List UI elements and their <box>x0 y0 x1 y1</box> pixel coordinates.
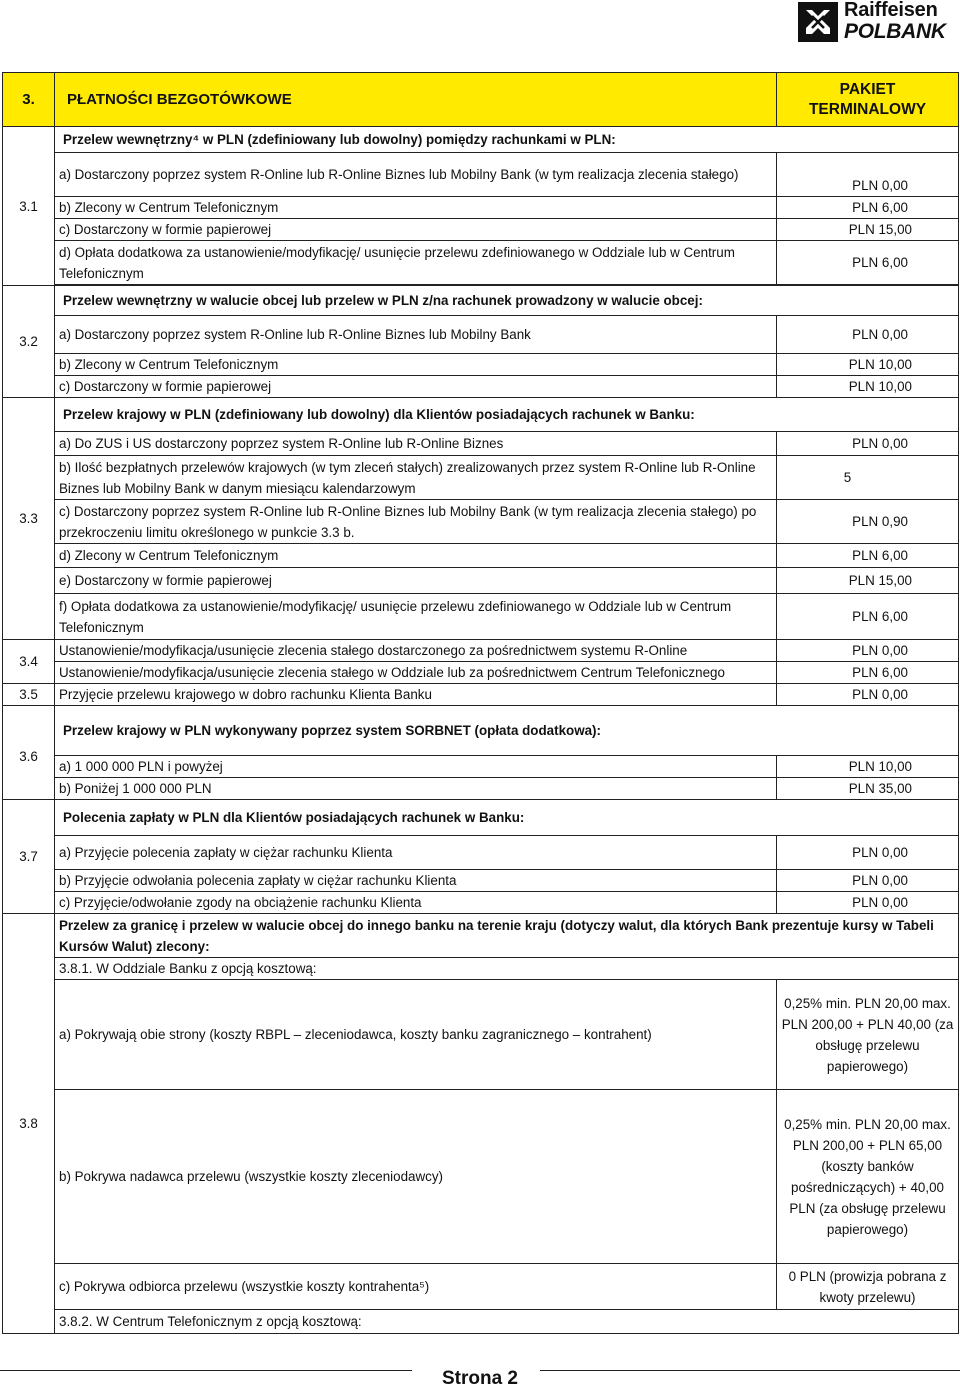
row-value: PLN 10,00 <box>777 354 959 376</box>
table-row <box>3 662 959 684</box>
table-row <box>3 958 959 980</box>
table-row <box>3 432 959 456</box>
table-row <box>3 376 959 398</box>
logo-line1: Raiffeisen <box>844 0 938 21</box>
row-value: 0,25% min. PLN 20,00 max. PLN 200,00 + PLN 40,00 (za obsługę przelewu papierowego) <box>777 980 959 1090</box>
group-title: Przelew wewnętrzny w walucie obcej lub przelew w PLN z/na rachunek prowadzony w walucie obcej: <box>55 286 959 316</box>
row-value: 5 <box>777 456 959 500</box>
row-value: PLN 10,00 <box>777 756 959 778</box>
row-value: PLN 10,00 <box>777 376 959 398</box>
table-row <box>3 219 959 241</box>
row-label: c) Dostarczony poprzez system R-Online lub R-Online Biznes lub Mobilny Bank (w tym realizacja zlecenia stałego) po przekroczeniu limitu określonego w punkcie 3.3 b. <box>55 500 777 544</box>
subsection-title: 3.8.2. W Centrum Telefonicznym z opcją kosztową: <box>55 1310 959 1334</box>
row-label: a) Do ZUS i US dostarczony poprzez system R-Online lub R-Online Biznes <box>55 432 777 456</box>
row-number: 3.4 <box>3 640 55 684</box>
row-label: b) Zlecony w Centrum Telefonicznym <box>55 197 777 219</box>
row-label: b) Ilość bezpłatnych przelewów krajowych (w tym zleceń stałych) zrealizowanych przez system R-Online lub R-Online Biznes lub Mobilny Bank w danym miesiącu kalendarzowym <box>55 456 777 500</box>
row-number: 3.5 <box>3 684 55 706</box>
table-row <box>3 706 959 756</box>
table-row <box>3 544 959 568</box>
row-value: PLN 0,00 <box>777 892 959 914</box>
row-label: Ustanowienie/modyfikacja/usunięcie zlecenia stałego w Oddziale lub za pośrednictwem Centrum Telefonicznego <box>55 662 777 684</box>
table-row <box>3 870 959 892</box>
row-label: e) Dostarczony w formie papierowej <box>55 568 777 594</box>
row-label: Przyjęcie przelewu krajowego w dobro rachunku Klienta Banku <box>55 684 777 706</box>
footer-rule-right <box>540 1370 960 1371</box>
table-row <box>3 197 959 219</box>
row-label: c) Dostarczony w formie papierowej <box>55 219 777 241</box>
row-value: PLN 0,00 <box>777 870 959 892</box>
table-row <box>3 892 959 914</box>
table-row <box>3 684 959 706</box>
row-label: a) Dostarczony poprzez system R-Online lub R-Online Biznes lub Mobilny Bank (w tym realizacja zlecenia stałego) <box>55 153 777 197</box>
table-row <box>3 914 959 958</box>
table-row <box>3 456 959 500</box>
section-number: 3. <box>3 73 55 127</box>
page-number: Strona 2 <box>441 1368 519 1389</box>
row-value: PLN 0,00 <box>777 684 959 706</box>
group-title: Przelew krajowy w PLN (zdefiniowany lub dowolny) dla Klientów posiadających rachunek w Banku: <box>55 398 959 432</box>
row-number: 3.2 <box>3 286 55 398</box>
page-footer <box>0 1368 960 1390</box>
row-number: 3.7 <box>3 800 55 914</box>
table-row <box>3 1264 959 1310</box>
row-value: PLN 15,00 <box>777 219 959 241</box>
table-row <box>3 398 959 432</box>
row-label: b) Zlecony w Centrum Telefonicznym <box>55 354 777 376</box>
row-value: PLN 35,00 <box>777 778 959 800</box>
row-number: 3.6 <box>3 706 55 800</box>
row-label: b) Przyjęcie odwołania polecenia zapłaty w ciężar rachunku Klienta <box>55 870 777 892</box>
group-title: Przelew krajowy w PLN wykonywany poprzez system SORBNET (opłata dodatkowa): <box>55 706 959 756</box>
row-number: 3.3 <box>3 398 55 640</box>
table-row <box>3 316 959 354</box>
row-label: d) Zlecony w Centrum Telefonicznym <box>55 544 777 568</box>
package-name: PAKIET TERMINALOWY <box>777 73 959 127</box>
table-row <box>3 778 959 800</box>
table-row <box>3 1310 959 1334</box>
row-label: c) Pokrywa odbiorca przelewu (wszystkie koszty kontrahenta⁵) <box>55 1264 777 1310</box>
row-value: PLN 0,00 <box>777 432 959 456</box>
subsection-title: 3.8.1. W Oddziale Banku z opcją kosztową: <box>55 958 959 980</box>
row-value: 0,25% min. PLN 20,00 max. PLN 200,00 + PLN 65,00 (koszty banków pośredniczących) + 40,00 PLN (za obsługę przelewu papierowego) <box>777 1090 959 1264</box>
row-label: a) Przyjęcie polecenia zapłaty w ciężar rachunku Klienta <box>55 836 777 870</box>
row-label: c) Dostarczony w formie papierowej <box>55 376 777 398</box>
table-row <box>3 756 959 778</box>
table-row <box>3 354 959 376</box>
row-value: PLN 0,00 <box>777 836 959 870</box>
bank-logo <box>798 0 956 44</box>
row-value: PLN 15,00 <box>777 568 959 594</box>
table-row <box>3 1090 959 1264</box>
row-label: a) Pokrywają obie strony (koszty RBPL – zleceniodawca, koszty banku zagranicznego – kontrahent) <box>55 980 777 1090</box>
row-label: b) Pokrywa nadawca przelewu (wszystkie koszty zleceniodawcy) <box>55 1090 777 1264</box>
group-title: Przelew wewnętrzny⁴ w PLN (zdefiniowany lub dowolny) pomiędzy rachunkami w PLN: <box>55 127 959 153</box>
group-title: Polecenia zapłaty w PLN dla Klientów posiadających rachunek w Banku: <box>55 800 959 836</box>
fees-table <box>2 72 959 1334</box>
section-title: PŁATNOŚCI BEZGOTÓWKOWE <box>55 73 777 127</box>
row-label: a) 1 000 000 PLN i powyżej <box>55 756 777 778</box>
row-value: PLN 0,90 <box>777 500 959 544</box>
row-value: PLN 0,00 <box>777 316 959 354</box>
table-row <box>3 594 959 640</box>
row-value: PLN 0,00 <box>777 640 959 662</box>
table-row <box>3 836 959 870</box>
row-value: 0 PLN (prowizja pobrana z kwoty przelewu) <box>777 1264 959 1310</box>
row-label: a) Dostarczony poprzez system R-Online lub R-Online Biznes lub Mobilny Bank <box>55 316 777 354</box>
row-label: b) Poniżej 1 000 000 PLN <box>55 778 777 800</box>
table-row <box>3 640 959 662</box>
row-number: 3.8 <box>3 914 55 1334</box>
row-value: PLN 6,00 <box>777 662 959 684</box>
table-row <box>3 500 959 544</box>
row-label: c) Przyjęcie/odwołanie zgody na obciążenie rachunku Klienta <box>55 892 777 914</box>
logo-cross-icon <box>798 2 838 42</box>
footer-rule-left <box>0 1370 412 1371</box>
row-number: 3.1 <box>3 127 55 286</box>
table-row <box>3 568 959 594</box>
table-row <box>3 980 959 1090</box>
section-header-row <box>3 73 959 127</box>
group-title: Przelew za granicę i przelew w walucie obcej do innego banku na terenie kraju (dotyczy walut, dla których Bank prezentuje kursy w Tabeli Kursów Walut) zlecony: <box>55 914 959 958</box>
row-value: PLN 6,00 <box>777 594 959 640</box>
row-value: PLN 0,00 <box>777 153 959 197</box>
row-value: PLN 6,00 <box>777 197 959 219</box>
table-row <box>3 127 959 153</box>
table-row <box>3 286 959 316</box>
row-label: Ustanowienie/modyfikacja/usunięcie zlecenia stałego dostarczonego za pośrednictwem systemu R-Online <box>55 640 777 662</box>
row-value: PLN 6,00 <box>777 544 959 568</box>
row-value: PLN 6,00 <box>777 241 959 285</box>
logo-line2: POLBANK <box>844 20 946 43</box>
row-label: d) Opłata dodatkowa za ustanowienie/modyfikację/ usunięcie przelewu zdefiniowanego w Oddziale lub w Centrum Telefonicznym <box>55 241 777 285</box>
table-row <box>3 241 959 285</box>
row-label: f) Opłata dodatkowa za ustanowienie/modyfikację/ usunięcie przelewu zdefiniowanego w Oddziale lub w Centrum Telefonicznym <box>55 594 777 640</box>
table-row <box>3 153 959 197</box>
table-row <box>3 800 959 836</box>
